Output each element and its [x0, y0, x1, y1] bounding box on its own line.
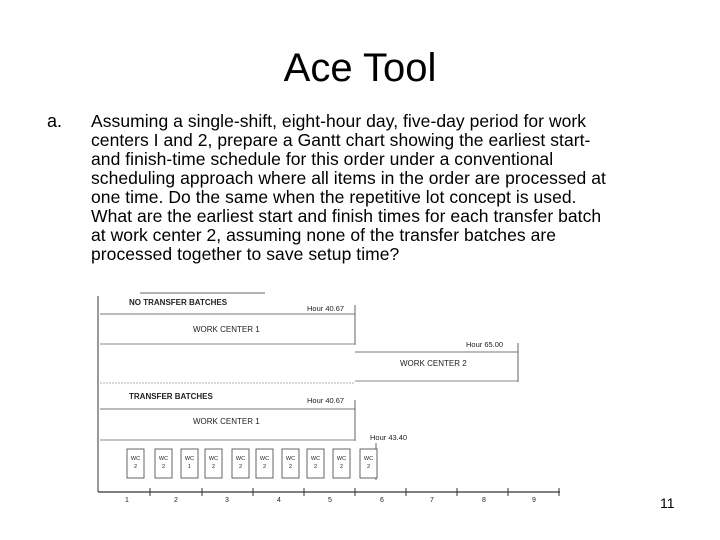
batch-box-wc: WC: [336, 456, 347, 462]
axis-day-label: 8: [482, 497, 486, 504]
axis-day-label: 7: [430, 497, 434, 504]
wc1-transfer-label: WORK CENTER 1: [193, 417, 260, 426]
batch-box-wc: WC: [259, 456, 270, 462]
batch-box-wc: WC: [235, 456, 246, 462]
batch-box-7: [307, 449, 324, 478]
batch-box-6: [282, 449, 299, 478]
axis-day-label: 1: [125, 497, 129, 504]
batch-box-3: [205, 449, 222, 478]
batch-box-num: 2: [366, 464, 371, 470]
batch-box-wc: WC: [310, 456, 321, 462]
batch-box-2: [181, 449, 198, 478]
page-number: 11: [660, 495, 675, 511]
question-line: centers I and 2, prepare a Gantt chart showing the earliest start-: [91, 130, 591, 150]
batch-box-num: 2: [262, 464, 267, 470]
hour-label-wc1: Hour 40.67: [307, 304, 345, 313]
batch-box-num: 2: [288, 464, 293, 470]
batch-box-num: 2: [339, 464, 344, 470]
batch-box-num: 2: [238, 464, 243, 470]
batch-box-wc: WC: [130, 456, 141, 462]
batch-box-4: [232, 449, 249, 478]
axis-day-label: 2: [174, 497, 178, 504]
list-marker: a.: [47, 111, 63, 131]
question-line: one time. Do the same when the repetitive lot concept is used.: [91, 187, 577, 207]
batch-box-num: 2: [313, 464, 318, 470]
batch-box-0: [127, 449, 144, 478]
batch-box-5: [256, 449, 273, 478]
batch-box-wc: WC: [184, 456, 195, 462]
batch-box-num: 2: [133, 464, 138, 470]
batch-box-wc: WC: [158, 456, 169, 462]
transfer-label: TRANSFER BATCHES: [129, 392, 213, 401]
question-line: scheduling approach where all items in the order are processed at: [91, 168, 606, 188]
batch-box-wc: WC: [363, 456, 374, 462]
question-line: Assuming a single-shift, eight-hour day, five-day period for work: [91, 111, 587, 131]
axis-day-label: 3: [225, 497, 229, 504]
axis-day-label: 4: [277, 497, 281, 504]
question-line: and finish-time schedule for this order under a conventional: [91, 149, 554, 169]
axis-day-label: 5: [328, 497, 332, 504]
hour-label-wc2: Hour 65.00: [466, 340, 504, 349]
wc2-label: WORK CENTER 2: [400, 359, 467, 368]
question-line: What are the earliest start and finish times for each transfer batch: [91, 206, 602, 226]
question-line: at work center 2, assuming none of the transfer batches are: [91, 225, 557, 245]
wc1-label: WORK CENTER 1: [193, 325, 260, 334]
no-transfer-label: NO TRANSFER BATCHES: [129, 298, 228, 307]
batch-box-wc: WC: [208, 456, 219, 462]
slide-title: Ace Tool: [283, 46, 437, 90]
batch-box-9: [360, 449, 377, 478]
batch-box-num: 2: [211, 464, 216, 470]
batch-box-num: 1: [187, 464, 192, 470]
axis-day-label: 6: [380, 497, 384, 504]
batch-box-1: [155, 449, 172, 478]
batch-box-wc: WC: [285, 456, 296, 462]
batch-box-8: [333, 449, 350, 478]
axis-day-label: 9: [532, 497, 536, 504]
question-line: processed together to save setup time?: [91, 244, 400, 264]
hour-label-wc1-transfer: Hour 40.67: [307, 396, 345, 405]
batch-box-num: 2: [161, 464, 166, 470]
hour-label-batches: Hour 43.40: [370, 433, 408, 442]
